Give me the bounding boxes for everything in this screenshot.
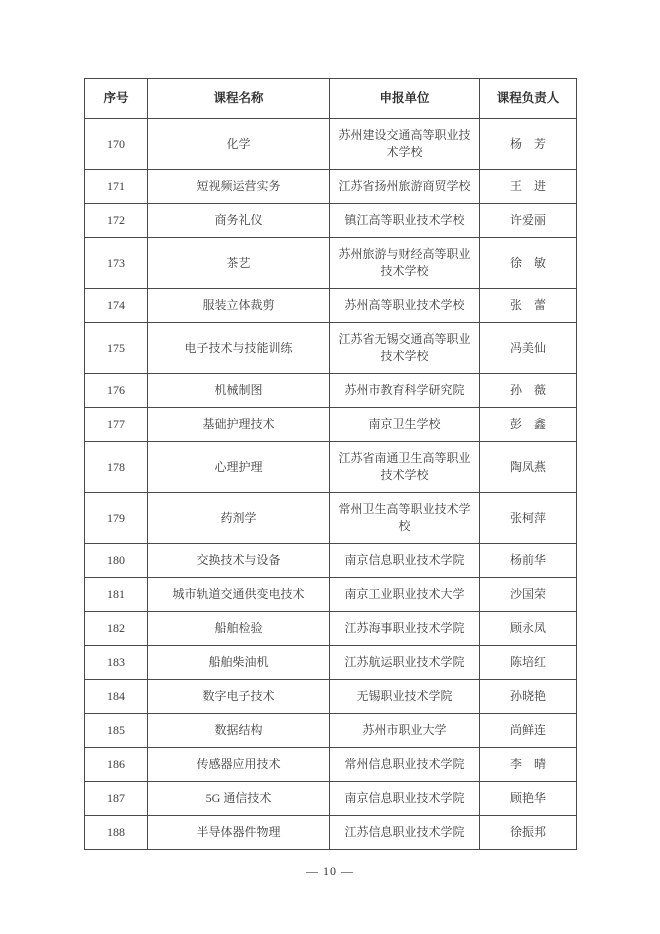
- cell-serial-number: 179: [85, 493, 148, 544]
- cell-declaring-unit: 苏州市教育科学研究院: [330, 374, 480, 408]
- cell-declaring-unit: 江苏信息职业技术学院: [330, 816, 480, 850]
- cell-serial-number: 178: [85, 442, 148, 493]
- cell-declaring-unit: 常州卫生高等职业技术学校: [330, 493, 480, 544]
- cell-course-name: 数字电子技术: [148, 680, 330, 714]
- cell-course-leader: 杨前华: [480, 544, 577, 578]
- table-row: [85, 578, 577, 612]
- cell-course-name: 短视频运营实务: [148, 170, 330, 204]
- table-header: [85, 79, 577, 119]
- cell-course-leader: 李 晴: [480, 748, 577, 782]
- cell-course-leader: 许爱丽: [480, 204, 577, 238]
- cell-serial-number: 187: [85, 782, 148, 816]
- table-row: [85, 714, 577, 748]
- cell-declaring-unit: 南京信息职业技术学院: [330, 782, 480, 816]
- cell-serial-number: 174: [85, 289, 148, 323]
- cell-serial-number: 180: [85, 544, 148, 578]
- cell-course-leader: 徐 敏: [480, 238, 577, 289]
- cell-course-leader: 张 蕾: [480, 289, 577, 323]
- cell-serial-number: 172: [85, 204, 148, 238]
- table-body: [85, 119, 577, 850]
- cell-course-name: 传感器应用技术: [148, 748, 330, 782]
- cell-course-leader: 顾永凤: [480, 612, 577, 646]
- table-row: [85, 748, 577, 782]
- cell-course-leader: 冯美仙: [480, 323, 577, 374]
- cell-course-leader: 张柯萍: [480, 493, 577, 544]
- header-declaring-unit: 申报单位: [330, 79, 480, 119]
- cell-serial-number: 177: [85, 408, 148, 442]
- cell-course-name: 机械制图: [148, 374, 330, 408]
- cell-course-name: 基础护理技术: [148, 408, 330, 442]
- table-row: [85, 119, 577, 170]
- table-row: [85, 323, 577, 374]
- header-course-name: 课程名称: [148, 79, 330, 119]
- cell-serial-number: 171: [85, 170, 148, 204]
- cell-declaring-unit: 南京工业职业技术大学: [330, 578, 480, 612]
- header-row: [85, 79, 577, 119]
- cell-course-leader: 尚鲜连: [480, 714, 577, 748]
- cell-course-name: 船舶柴油机: [148, 646, 330, 680]
- table-row: [85, 238, 577, 289]
- table-row: [85, 782, 577, 816]
- cell-course-leader: 沙国荣: [480, 578, 577, 612]
- cell-course-leader: 彭 鑫: [480, 408, 577, 442]
- cell-course-leader: 孙 薇: [480, 374, 577, 408]
- cell-course-leader: 王 进: [480, 170, 577, 204]
- cell-course-leader: 顾艳华: [480, 782, 577, 816]
- cell-declaring-unit: 苏州建设交通高等职业技术学校: [330, 119, 480, 170]
- table-row: [85, 816, 577, 850]
- cell-course-name: 药剂学: [148, 493, 330, 544]
- table-row: [85, 204, 577, 238]
- cell-course-name: 交换技术与设备: [148, 544, 330, 578]
- cell-declaring-unit: 江苏省无锡交通高等职业技术学校: [330, 323, 480, 374]
- cell-course-name: 化学: [148, 119, 330, 170]
- cell-course-leader: 孙晓艳: [480, 680, 577, 714]
- cell-serial-number: 184: [85, 680, 148, 714]
- table-row: [85, 442, 577, 493]
- table-row: [85, 170, 577, 204]
- table-row: [85, 374, 577, 408]
- table-row: [85, 544, 577, 578]
- cell-course-name: 5G 通信技术: [148, 782, 330, 816]
- table-row: [85, 493, 577, 544]
- cell-serial-number: 173: [85, 238, 148, 289]
- cell-declaring-unit: 苏州高等职业技术学校: [330, 289, 480, 323]
- cell-declaring-unit: 南京卫生学校: [330, 408, 480, 442]
- cell-serial-number: 182: [85, 612, 148, 646]
- cell-course-name: 心理护理: [148, 442, 330, 493]
- cell-course-name: 船舶检验: [148, 612, 330, 646]
- table-row: [85, 612, 577, 646]
- cell-course-name: 数据结构: [148, 714, 330, 748]
- header-course-leader: 课程负责人: [480, 79, 577, 119]
- cell-declaring-unit: 苏州旅游与财经高等职业技术学校: [330, 238, 480, 289]
- table-row: [85, 408, 577, 442]
- cell-serial-number: 175: [85, 323, 148, 374]
- cell-serial-number: 185: [85, 714, 148, 748]
- cell-course-leader: 陶凤燕: [480, 442, 577, 493]
- cell-serial-number: 170: [85, 119, 148, 170]
- cell-declaring-unit: 常州信息职业技术学院: [330, 748, 480, 782]
- cell-course-name: 半导体器件物理: [148, 816, 330, 850]
- cell-course-leader: 徐振邦: [480, 816, 577, 850]
- header-serial-number: 序号: [85, 79, 148, 119]
- cell-declaring-unit: 江苏航运职业技术学院: [330, 646, 480, 680]
- cell-declaring-unit: 江苏省扬州旅游商贸学校: [330, 170, 480, 204]
- cell-serial-number: 181: [85, 578, 148, 612]
- cell-serial-number: 188: [85, 816, 148, 850]
- cell-declaring-unit: 江苏海事职业技术学院: [330, 612, 480, 646]
- cell-declaring-unit: 江苏省南通卫生高等职业技术学校: [330, 442, 480, 493]
- cell-course-name: 商务礼仪: [148, 204, 330, 238]
- cell-declaring-unit: 无锡职业技术学院: [330, 680, 480, 714]
- table-row: [85, 646, 577, 680]
- cell-course-name: 城市轨道交通供变电技术: [148, 578, 330, 612]
- cell-course-name: 茶艺: [148, 238, 330, 289]
- cell-course-leader: 陈培红: [480, 646, 577, 680]
- cell-serial-number: 186: [85, 748, 148, 782]
- table-row: [85, 289, 577, 323]
- course-table: [84, 78, 577, 850]
- cell-serial-number: 176: [85, 374, 148, 408]
- cell-declaring-unit: 镇江高等职业技术学校: [330, 204, 480, 238]
- cell-serial-number: 183: [85, 646, 148, 680]
- cell-declaring-unit: 南京信息职业技术学院: [330, 544, 480, 578]
- cell-course-name: 服装立体裁剪: [148, 289, 330, 323]
- table-row: [85, 680, 577, 714]
- cell-declaring-unit: 苏州市职业大学: [330, 714, 480, 748]
- cell-course-leader: 杨 芳: [480, 119, 577, 170]
- page-number: — 10 —: [306, 864, 354, 878]
- cell-course-name: 电子技术与技能训练: [148, 323, 330, 374]
